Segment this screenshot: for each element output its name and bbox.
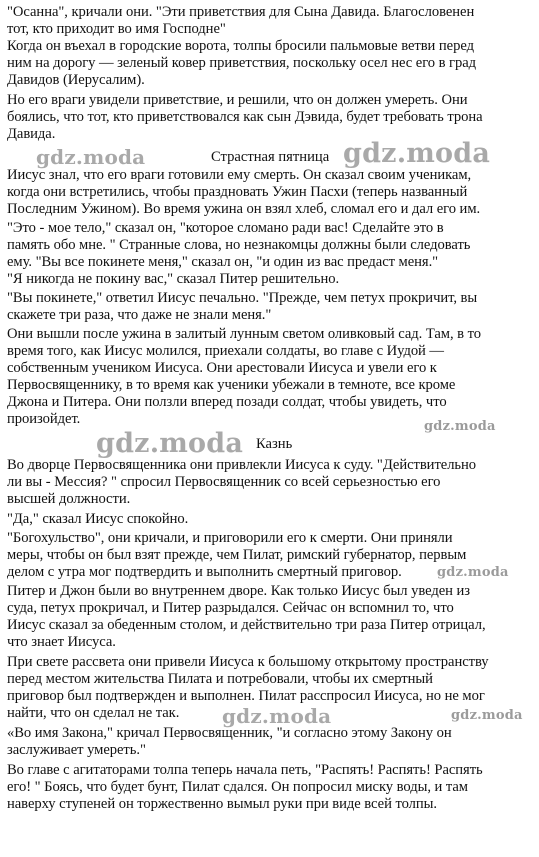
text-line: наверху ступеней он торжественно вымыл руки при виде всей толпы. [7,796,437,812]
watermark-logo: gdz.moda [36,145,146,169]
watermark-logo: gdz.moda [96,428,244,459]
text-line: "Да," сказал Иисус спокойно. [7,511,189,527]
text-line: Питер и Джон были во внутреннем дворе. Как только Иисус был уведен из [7,583,471,599]
watermark-logo: gdz.moda [222,704,332,728]
text-line: время того, как Иисус молился, приехали солдаты, во главе с Иудой — [7,343,444,359]
text-line: «Во имя Закона," кричал Первосвященник, "и согласно этому Закону он [7,725,452,741]
section-heading-execution: Казнь [256,436,293,452]
text-line: При свете рассвета они привели Иисуса к большому открытому пространству [7,654,489,670]
watermark-logo: gdz.moda [451,708,523,723]
text-line: Но его враги увидели приветствие, и решили, что он должен умереть. Они [7,92,468,108]
text-line: Во дворце Первосвященника они привлекли Иисуса к суду. "Действительно [7,457,477,473]
text-line: Джона и Питера. Они ползли вперед позади солдат, чтобы увидеть, что [7,394,447,410]
text-line: перед местом жительства Пилата и потребовали, чтобы их смертный [7,671,433,687]
text-line: "Это - мое тело," сказал он, "которое сломано ради вас! Сделайте это в [7,220,444,236]
text-line: "Осанна", кричали они. "Эти приветствия для Сына Давида. Благословенен [7,4,475,20]
text-line: собственным учеником Иисуса. Они арестовали Иисуса и увели его к [7,360,437,376]
text-line: приговор был подтвержден и выполнен. Пилат расспросил Иисуса, но не мог [7,688,485,704]
text-line: когда они встретились, чтобы праздновать Ужин Пасхи (теперь названный [7,184,468,200]
text-line: ему. "Вы все покинете меня," сказал он, "и один из вас предаст меня." [7,254,439,270]
text-line: Первосвященнику, в то время как ученики убежали в темноте, все кроме [7,377,456,393]
text-line: "Я никогда не покину вас," сказал Питер решительно. [7,271,340,287]
text-line: произойдет. [7,411,81,427]
text-line: его! " Боясь, что будет бунт, Пилат сдался. Он попросил миску воды, и там [7,779,468,795]
text-line: меры, чтобы он был взят прежде, чем Пилат, римский губернатор, первым [7,547,467,563]
text-line: высшей должности. [7,491,131,507]
text-line: делом с утра мог подтвердить и выполнить смертный приговор. [7,564,402,580]
text-line: ли вы - Мессия? " спросил Первосвященник со всей серьезностью его [7,474,441,490]
text-line: "Богохульство", они кричали, и приговорили его к смерти. Они приняли [7,530,453,546]
text-line: боялись, что тот, кто приветствовался как сын Дэвида, будет требовать трона [7,109,483,125]
text-line: тот, кто приходит во имя Господне" [7,21,226,37]
section-heading-good-friday: Страстная пятница [211,149,330,165]
text-line: заслуживает умереть." [7,742,146,758]
text-line: Они вышли после ужина в залитый лунным светом оливковый сад. Там, в то [7,326,481,342]
text-line: суда, петух прокричал, и Питер разрыдался. Сейчас он вспомнил то, что [7,600,454,616]
text-line: что знает Иисуса. [7,634,116,650]
text-line: Во главе с агитаторами толпа теперь начала петь, "Распять! Распять! Распять [7,762,483,778]
text-line: скажете три раза, что даже не знали меня." [7,307,272,323]
watermark-logo: gdz.moda [424,419,496,434]
text-line: память обо мне. " Странные слова, но незнакомцы должны были следовать [7,237,471,253]
text-line: Иисус знал, что его враги готовили ему смерть. Он сказал своим ученикам, [7,167,472,183]
text-line: найти, что он сделал не так. [7,705,180,721]
text-line: Когда он въехал в городские ворота, толпы бросили пальмовые ветви перед [7,38,474,54]
text-line: Последним Ужином). Во время ужина он взял хлеб, сломал его и дал его им. [7,201,481,217]
text-line: "Вы покинете," ответил Иисус печально. "Прежде, чем петух прокричит, вы [7,290,478,306]
watermark-logo: gdz.moda [343,138,491,169]
text-line: Давида. [7,126,56,142]
text-line: Давидов (Иерусалим). [7,72,145,88]
text-line: Иисус сказал за обеденным столом, и действительно три раза Питер отрицал, [7,617,486,633]
watermark-logo: gdz.moda [437,565,509,580]
text-line: ним на дорогу — зеленый ковер приветствия, поскольку осел нес его в град [7,55,477,71]
